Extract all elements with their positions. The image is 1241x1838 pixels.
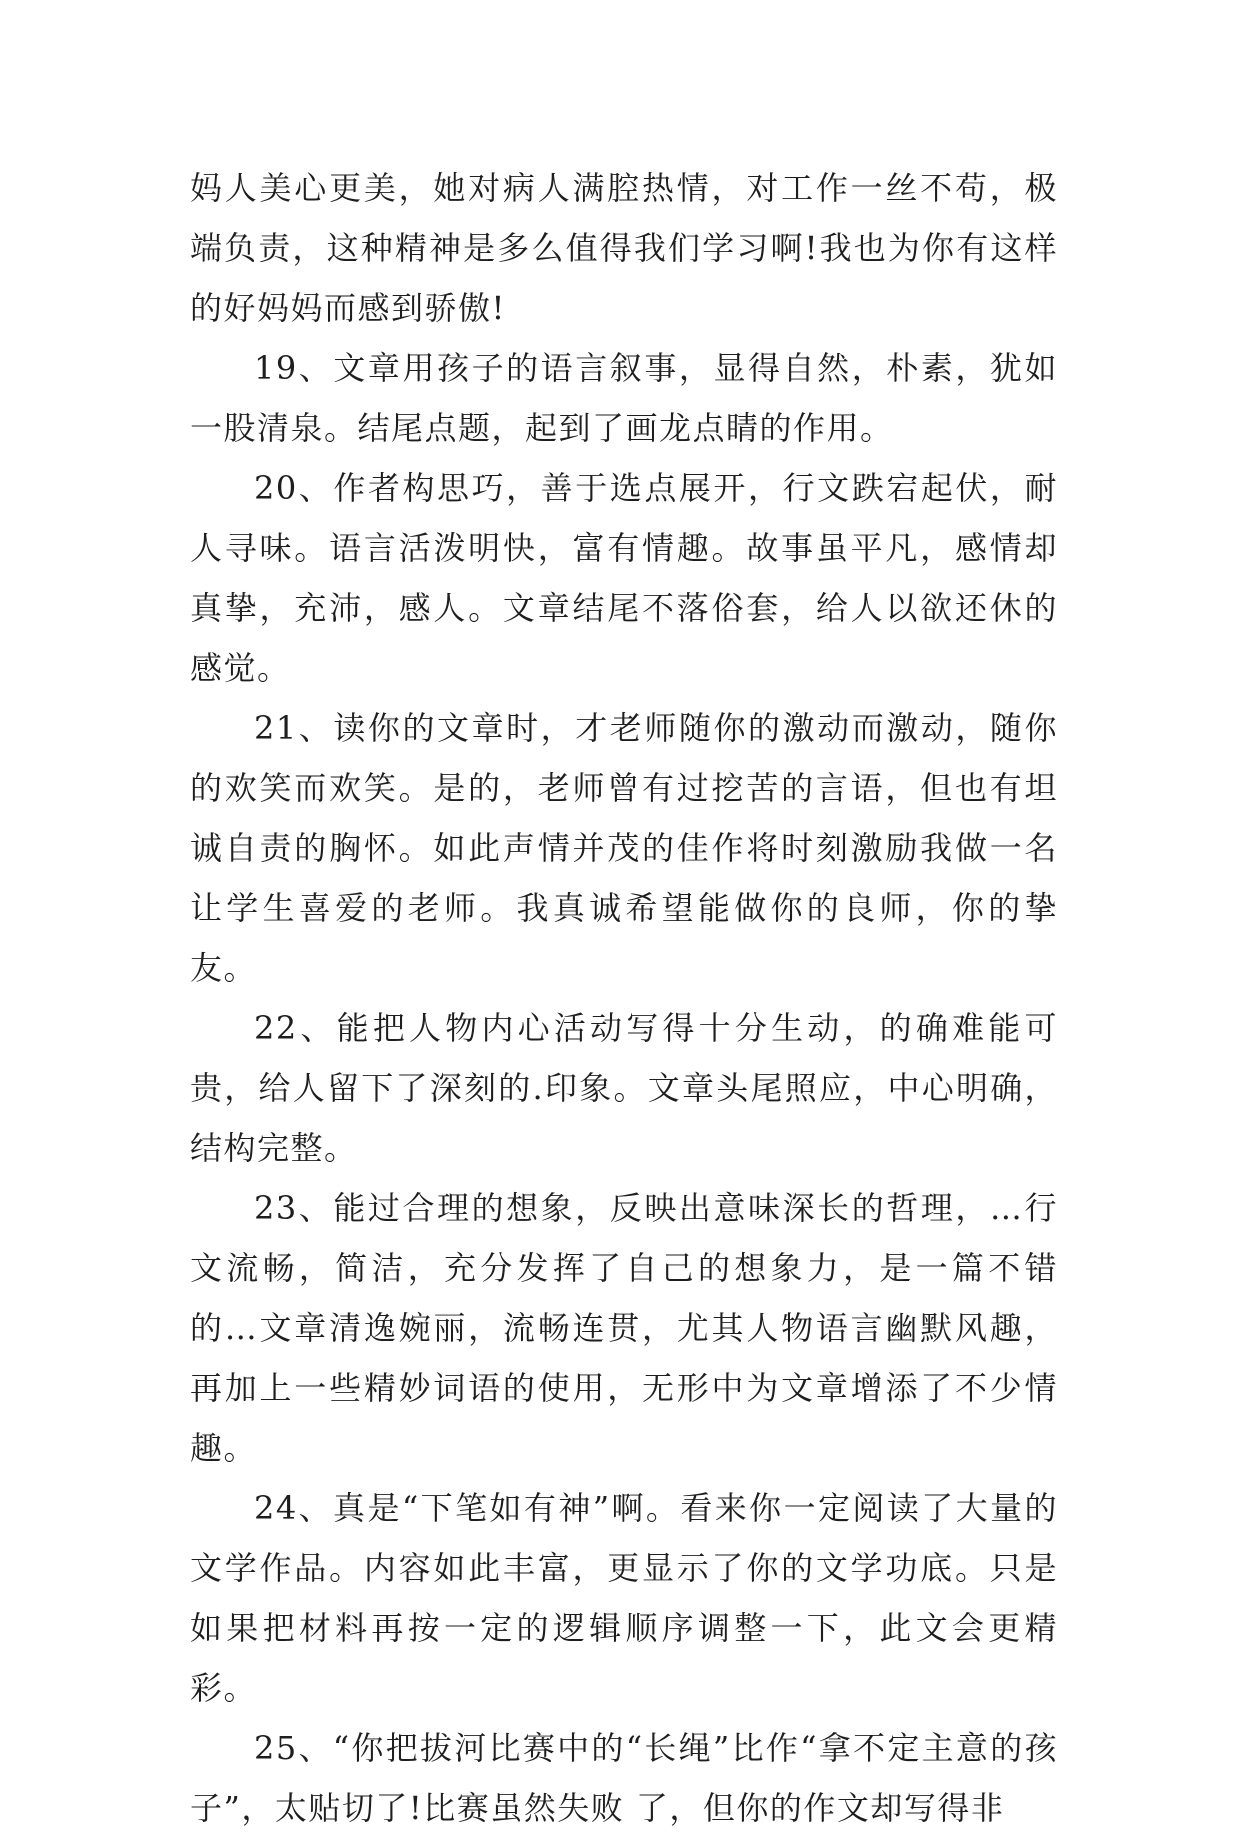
paragraph-22: 22、能把人物内心活动写得十分生动，的确难能可贵，给人留下了深刻的.印象。文章头尾照应，中心明确，结构完整。 xyxy=(190,1009,1058,1167)
paragraph-20: 20、作者构思巧，善于选点展开，行文跌宕起伏，耐人寻味。语言活泼明快，富有情趣。故事虽平凡，感情却真挚，充沛，感人。文章结尾不落俗套，给人以欲还休的感觉。 xyxy=(190,469,1058,687)
paragraph-19: 19、文章用孩子的语言叙事，显得自然，朴素，犹如一股清泉。结尾点题，起到了画龙点睛的作用。 xyxy=(190,349,1058,447)
paragraph-25: 25、“你把拔河比赛中的“长绳”比作“拿不定主意的孩子”，太贴切了!比赛虽然失败 了，但你的作文却写得非 xyxy=(190,1729,1058,1827)
paragraph-21: 21、读你的文章时，才老师随你的激动而激动，随你的欢笑而欢笑。是的，老师曾有过挖苦的言语，但也有坦诚自责的胸怀。如此声情并茂的佳作将时刻激励我做一名让学生喜爱的老师。我真诚希望能做你的良师，你的挚友。 xyxy=(190,709,1058,987)
document-body xyxy=(190,158,1058,1838)
paragraph-continuation: 妈人美心更美，她对病人满腔热情，对工作一丝不苟，极端负责，这种精神是多么值得我们学习啊!我也为你有这样的好妈妈而感到骄傲! xyxy=(190,169,1058,327)
paragraph-23: 23、能过合理的想象，反映出意味深长的哲理，…行文流畅，简洁，充分发挥了自己的想象力，是一篇不错的…文章清逸婉丽，流畅连贯，尤其人物语言幽默风趣，再加上一些精妙词语的使用，无形中为文章增添了不少情趣。 xyxy=(190,1189,1058,1467)
paragraph-24: 24、真是“下笔如有神”啊。看来你一定阅读了大量的文学作品。内容如此丰富，更显示了你的文学功底。只是如果把材料再按一定的逻辑顺序调整一下，此文会更精彩。 xyxy=(190,1489,1058,1707)
